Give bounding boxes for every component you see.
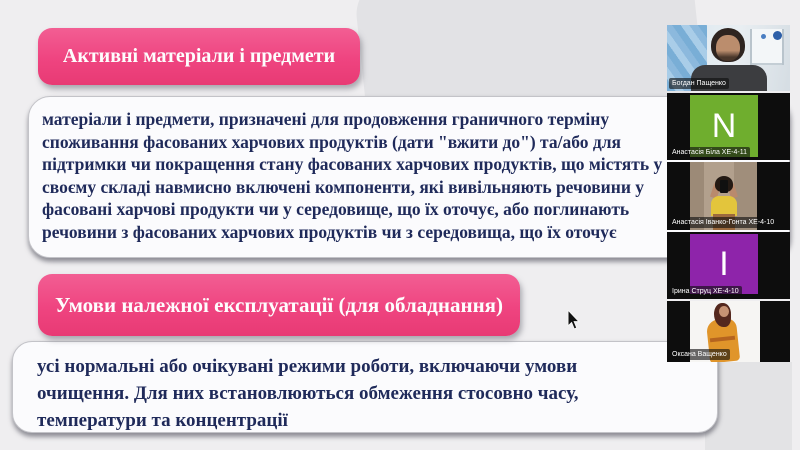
definition-line: усі нормальні або очікувані режими роботи, включаючи умови — [37, 356, 578, 377]
participant-name-label: Анастасія Біла ХЕ-4-11 — [669, 147, 750, 158]
participant-tile-anastasiia-b[interactable] — [667, 93, 790, 160]
slide-decorative-rect — [705, 362, 792, 450]
participant-name-label: Анастасія Іванко-Гонта ХЕ-4-10 — [669, 217, 777, 228]
participant-avatar — [690, 234, 758, 294]
background-logo — [773, 31, 782, 40]
participant-name-label: Оксана Ващенко — [669, 349, 730, 360]
participant-name-label: Ірина Струц ХЕ-4-10 — [669, 286, 742, 297]
definition-line: температури та концентрації — [37, 410, 288, 431]
definition-line: фасовані харчові продукти чи у середовище, що їх оточує, або поглинають — [42, 199, 630, 219]
avatar-initial: I — [719, 244, 729, 283]
participant-name-label: Богдан Пащенко — [669, 78, 729, 89]
person-torso — [711, 196, 737, 216]
definition-box-operating-conditions — [12, 341, 718, 433]
participant-tile-bohdan[interactable] — [667, 25, 790, 91]
participants-filmstrip — [667, 25, 790, 362]
definition-line: своєму складі навмисно включені компоненти, які вивільняють речовини у — [42, 176, 645, 197]
avatar-initial: N — [711, 106, 737, 145]
participant-tile-anastasiia-ih[interactable] — [667, 162, 790, 230]
participant-tile-iryna[interactable] — [667, 232, 790, 299]
mouse-cursor — [567, 310, 582, 331]
definition-line: споживання фасованих харчових продуктів (дати "вжити до") та/або для — [42, 131, 622, 152]
slide-title-operating-conditions: Умови належної експлуатації (для обладнання) — [38, 274, 520, 336]
person-face — [716, 35, 740, 61]
definition-line: речовини з фасованих харчових продуктів чи з середовища, що їх оточує — [42, 221, 617, 242]
definition-line: підтримки чи покращення стану фасованих харчових продуктів, що містять у — [42, 154, 663, 174]
definition-line: очищення. Для них встановлюються обмеження стосовно часу, — [37, 383, 579, 404]
participant-tile-oksana[interactable] — [667, 301, 790, 362]
definition-line: матеріали і предмети, призначені для продовження граничного терміну — [42, 109, 610, 129]
person-face — [719, 306, 729, 317]
slide-title-active-materials: Активні матеріали і предмети — [38, 28, 360, 85]
phone-in-hand — [720, 180, 728, 193]
